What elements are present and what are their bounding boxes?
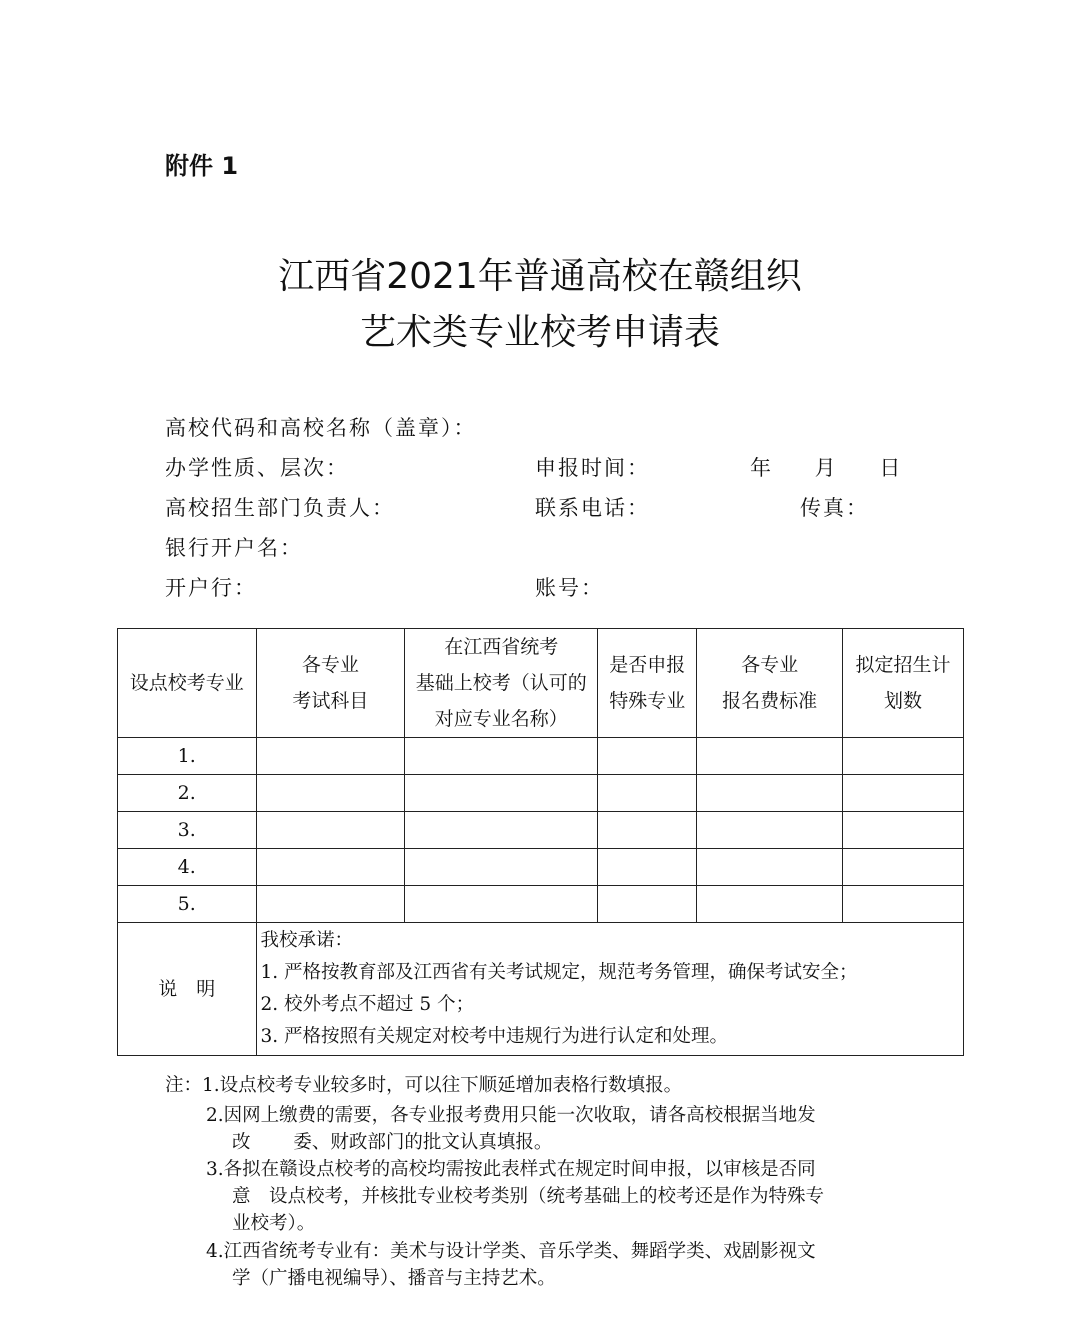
- application-table: [117, 628, 964, 1056]
- commitment-cell: [256, 923, 964, 1056]
- title-line-1: 江西省2021年普通高校在赣组织: [278, 256, 802, 297]
- note-line: 4.江西省统考专业有：美术与设计学类、音乐学类、舞蹈学类、戏剧影视文: [206, 1241, 816, 1262]
- header-cell: 拟定招生计 划数: [843, 629, 964, 738]
- date-label: 年 月 日: [750, 456, 903, 480]
- explanation-row: [118, 923, 964, 1056]
- school-nature-label: 办学性质、层次：: [165, 456, 349, 480]
- table-header-row: [118, 629, 964, 738]
- note-line: 3.各拟在赣设点校考的高校均需按此表样式在规定时间申报，以审核是否同: [206, 1159, 816, 1180]
- header-cell: 是否申报 特殊专业: [598, 629, 697, 738]
- row-number: 1.: [118, 738, 257, 775]
- cell[interactable]: [598, 849, 697, 886]
- commitment-line: 我校承诺：: [260, 930, 354, 951]
- explanation-label: 说 明: [118, 923, 257, 1056]
- cell[interactable]: [843, 738, 964, 775]
- note-line: 意 设点校考，并核批专业校考类别（统考基础上的校考还是作为特殊专: [232, 1186, 825, 1207]
- cell[interactable]: [697, 849, 843, 886]
- cell[interactable]: [256, 812, 405, 849]
- note-line: 注：1.设点校考专业较多时，可以往下顺延增加表格行数填报。: [165, 1075, 683, 1096]
- header-cell: 各专业 考试科目: [256, 629, 405, 738]
- note-line: 业校考）。: [232, 1213, 316, 1234]
- note-line: 改 委、财政部门的批文认真填报。: [232, 1132, 553, 1153]
- header-cell: 在江西省统考 基础上校考（认可的 对应专业名称）: [405, 629, 598, 738]
- header-cell: 设点校考专业: [118, 629, 257, 738]
- cell[interactable]: [697, 812, 843, 849]
- table-row: [118, 812, 964, 849]
- attachment-label: 附件 1: [165, 152, 239, 180]
- row-number: 3.: [118, 812, 257, 849]
- cell[interactable]: [598, 738, 697, 775]
- header-cell: 各专业 报名费标准: [697, 629, 843, 738]
- apply-time-label: 申报时间：: [535, 456, 650, 480]
- cell[interactable]: [256, 775, 405, 812]
- head-label: 高校招生部门负责人：: [165, 496, 395, 520]
- phone-label: 联系电话：: [535, 496, 650, 520]
- row-number: 4.: [118, 849, 257, 886]
- cell[interactable]: [598, 812, 697, 849]
- cell[interactable]: [843, 849, 964, 886]
- cell[interactable]: [598, 775, 697, 812]
- cell[interactable]: [405, 886, 598, 923]
- note-line: 学（广播电视编导）、播音与主持艺术。: [232, 1268, 556, 1289]
- cell[interactable]: [697, 886, 843, 923]
- row-number: 5.: [118, 886, 257, 923]
- commitment-line: 3. 严格按照有关规定对校考中违规行为进行认定和处理。: [260, 1026, 729, 1047]
- table-row: [118, 775, 964, 812]
- commitment-line: 2. 校外考点不超过 5 个；: [260, 994, 475, 1015]
- row-number: 2.: [118, 775, 257, 812]
- cell[interactable]: [697, 738, 843, 775]
- table-row: [118, 849, 964, 886]
- commitment-line: 1. 严格按教育部及江西省有关考试规定，规范考务管理，确保考试安全；: [260, 962, 858, 983]
- fax-label: 传真：: [800, 496, 869, 520]
- cell[interactable]: [843, 775, 964, 812]
- note-line: 2.因网上缴费的需要，各专业报考费用只能一次收取，请各高校根据当地发: [206, 1105, 816, 1126]
- bank-name-label: 银行开户名：: [165, 536, 303, 560]
- bank-label: 开户行：: [165, 576, 257, 600]
- school-name-label: 高校代码和高校名称（盖章）：: [165, 416, 477, 440]
- cell[interactable]: [405, 812, 598, 849]
- cell[interactable]: [256, 738, 405, 775]
- cell[interactable]: [405, 775, 598, 812]
- table-row: [118, 886, 964, 923]
- cell[interactable]: [405, 849, 598, 886]
- cell[interactable]: [697, 775, 843, 812]
- cell[interactable]: [256, 886, 405, 923]
- table-row: [118, 738, 964, 775]
- title-line-2: 艺术类专业校考申请表: [359, 312, 720, 353]
- cell[interactable]: [843, 886, 964, 923]
- cell[interactable]: [598, 886, 697, 923]
- cell[interactable]: [843, 812, 964, 849]
- cell[interactable]: [405, 738, 598, 775]
- account-label: 账号：: [535, 576, 604, 600]
- cell[interactable]: [256, 849, 405, 886]
